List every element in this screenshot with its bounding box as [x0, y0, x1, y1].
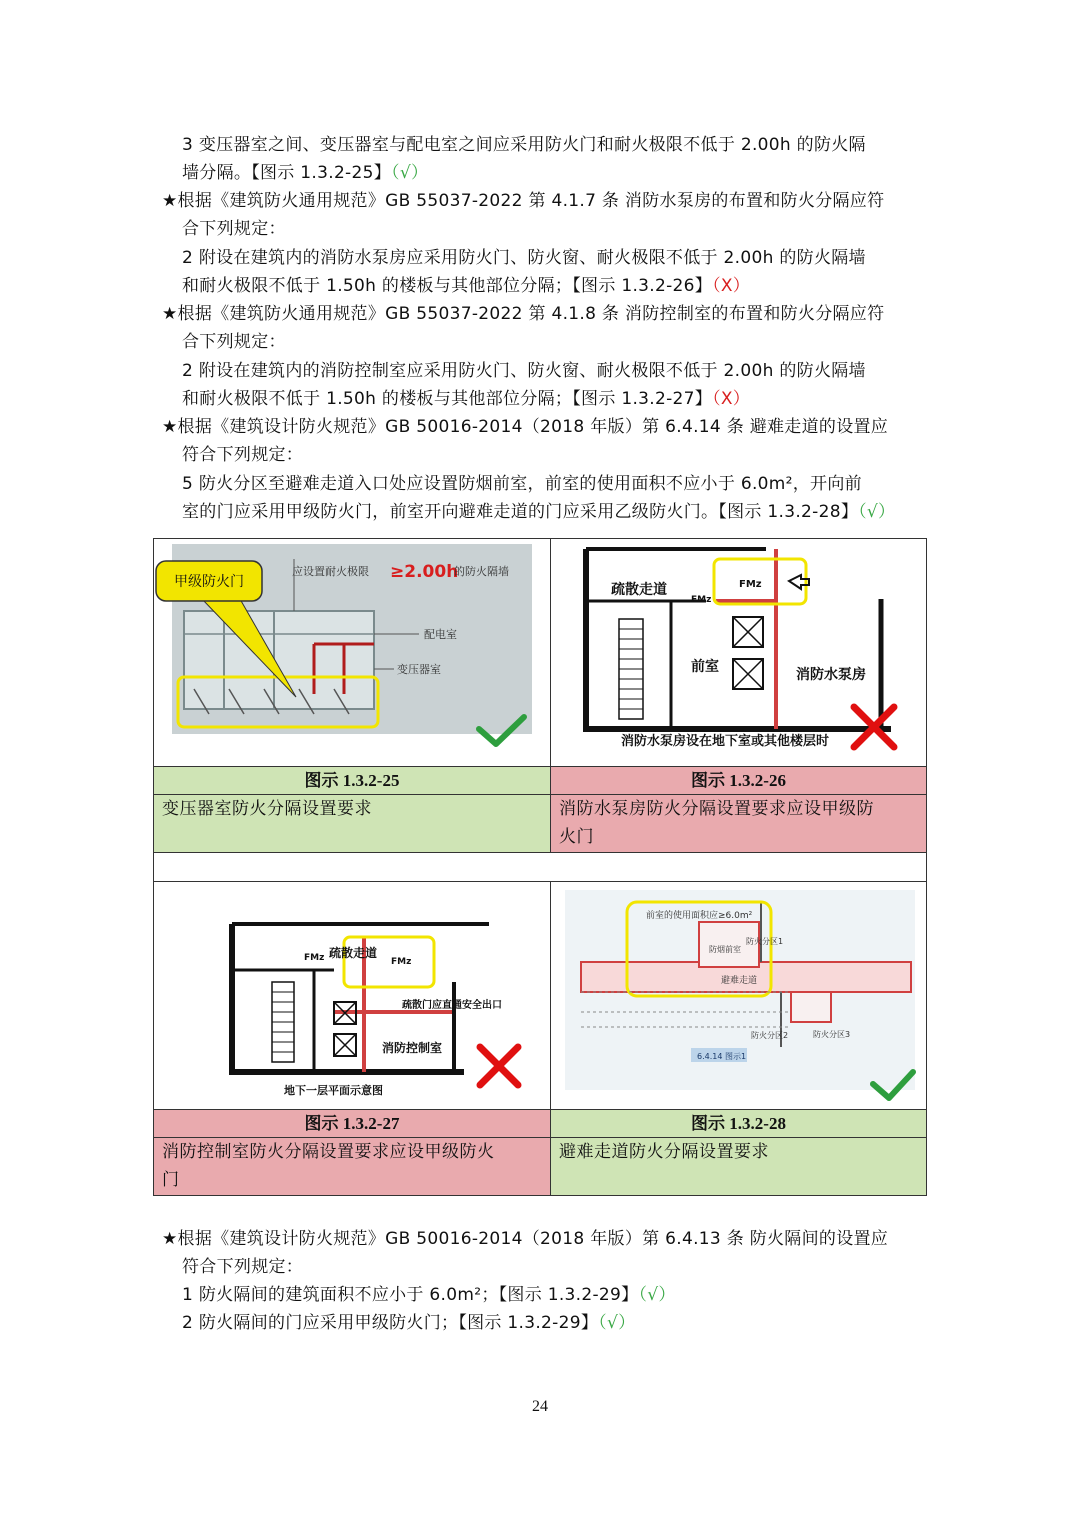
paragraph-line: 1 防火隔间的建筑面积不应小于 6.0m²；【图示 1.3.2-29】（√）: [182, 1285, 676, 1305]
figure-26-label-bottom: 消防水泵房设在地下室或其他楼层时: [621, 734, 830, 749]
figure-table: [153, 538, 927, 1196]
figure-27-label-room: 消防控制室: [382, 1041, 443, 1055]
figure-26-label-front: 前室: [691, 659, 719, 675]
page-number: 24: [532, 1398, 548, 1415]
paragraph-line: 室的门应采用甲级防火门，前室开向避难走道的门应采用乙级防火门。【图示 1.3.2-28】（√）: [182, 502, 896, 522]
figure-28-label-zone2: 防火分区2: [751, 1031, 789, 1040]
paragraph-line: 2 附设在建筑内的消防水泵房应采用防火门、防火窗、耐火极限不低于 2.00h 的防火隔墙: [182, 248, 866, 268]
figure-25-label-room2: 变压器室: [397, 663, 441, 676]
figure-25-label-big: ≥2.00h: [390, 562, 459, 582]
figure-26-drawing: [551, 539, 926, 766]
paragraph-line: 和耐火极限不低于 1.50h 的楼板与其他部位分隔；【图示 1.3.2-27】（X）: [182, 389, 751, 409]
figure-26-caption: 图示 1.3.2-26: [550, 766, 927, 795]
figure-28-image-cell: [550, 881, 927, 1110]
figure-26-fm-label: FMz: [691, 595, 712, 605]
figure-27-label-corridor: 疏散走道: [329, 946, 378, 960]
figure-28-description: 避难走道防火分隔设置要求: [550, 1137, 927, 1196]
figure-25-label-top: 应设置耐火极限: [292, 565, 369, 578]
figure-25-description: 变压器室防火分隔设置要求: [153, 794, 551, 853]
figure-27-fm-label: FMz: [304, 953, 325, 963]
figure-25-image-cell: [153, 538, 551, 767]
paragraph-line: 墙分隔。【图示 1.3.2-25】（√）: [182, 163, 429, 183]
figure-28-label-zone3: 防火分区3: [813, 1030, 851, 1039]
figure-27-drawing: [154, 882, 550, 1109]
paragraph-line: 符合下列规定：: [182, 1257, 304, 1277]
table-spacer-row: [153, 852, 927, 882]
paragraph-line: 符合下列规定：: [182, 445, 304, 465]
paragraph-line: 5 防火分区至避难走道入口处应设置防烟前室，前室的使用面积不应小于 6.0m²，开向前: [182, 474, 862, 494]
paragraph-line: 2 附设在建筑内的消防控制室应采用防火门、防火窗、耐火极限不低于 2.00h 的防火隔墙: [182, 361, 866, 381]
figure-28-caption: 图示 1.3.2-28: [550, 1109, 927, 1138]
figure-26-fm-label: FMz: [739, 579, 762, 590]
figure-27-caption: 图示 1.3.2-27: [153, 1109, 551, 1138]
paragraph-line: 合下列规定：: [182, 332, 286, 352]
figure-27-label-exit: 疏散门应直通安全出口: [402, 1000, 502, 1011]
figure-28-label-walk: 避难走道: [721, 976, 758, 986]
paragraph-line: 2 防火隔间的门应采用甲级防火门；【图示 1.3.2-29】（√）: [182, 1313, 636, 1333]
figure-25-caption: 图示 1.3.2-25: [153, 766, 551, 795]
figure-25-label-room1: 配电室: [424, 628, 457, 641]
figure-25-label-top2: 的防火隔墙: [454, 565, 509, 578]
paragraph-line: ★根据《建筑防火通用规范》GB 55037-2022 第 4.1.7 条 消防水泵房的布置和防火分隔应符: [162, 191, 885, 211]
figure-27-label-bottom: 地下一层平面示意图: [284, 1084, 383, 1097]
cross-icon: [480, 1047, 518, 1085]
figure-28-label-zone1: 防火分区1: [746, 937, 784, 946]
paragraph-line: 和耐火极限不低于 1.50h 的楼板与其他部位分隔；【图示 1.3.2-26】（X）: [182, 276, 751, 296]
paragraph-line: 合下列规定：: [182, 219, 286, 239]
paragraph-line: ★根据《建筑防火通用规范》GB 55037-2022 第 4.1.8 条 消防控制室的布置和防火分隔应符: [162, 304, 885, 324]
figure-28-label-figure: 6.4.14 图示1: [697, 1052, 747, 1061]
figure-26-label-corridor: 疏散走道: [611, 582, 667, 598]
figure-27-image-cell: [153, 881, 551, 1110]
figure-28-label-front: 防烟前室: [709, 945, 741, 954]
figure-27-fm-label: FMz: [391, 957, 412, 967]
figure-28-drawing: [551, 882, 926, 1109]
figure-26-image-cell: [550, 538, 927, 767]
figure-27-description: 消防控制室防火分隔设置要求应设甲级防火 门: [153, 1137, 551, 1196]
paragraph-line: ★根据《建筑设计防火规范》GB 50016-2014（2018 年版）第 6.4.14 条 避难走道的设置应: [162, 417, 889, 437]
figure-25-drawing: [154, 539, 550, 766]
figure-26-description: 消防水泵房防火分隔设置要求应设甲级防 火门: [550, 794, 927, 853]
figure-25-callout: 甲级防火门: [174, 574, 244, 590]
paragraph-line: 3 变压器室之间、变压器室与配电室之间应采用防火门和耐火极限不低于 2.00h 的防火隔: [182, 135, 866, 155]
figure-28-label-area: 前室的使用面积应≥6.0m²: [646, 911, 753, 921]
paragraph-line: ★根据《建筑设计防火规范》GB 50016-2014（2018 年版）第 6.4.13 条 防火隔间的设置应: [162, 1229, 889, 1249]
figure-26-label-pump: 消防水泵房: [796, 667, 866, 683]
